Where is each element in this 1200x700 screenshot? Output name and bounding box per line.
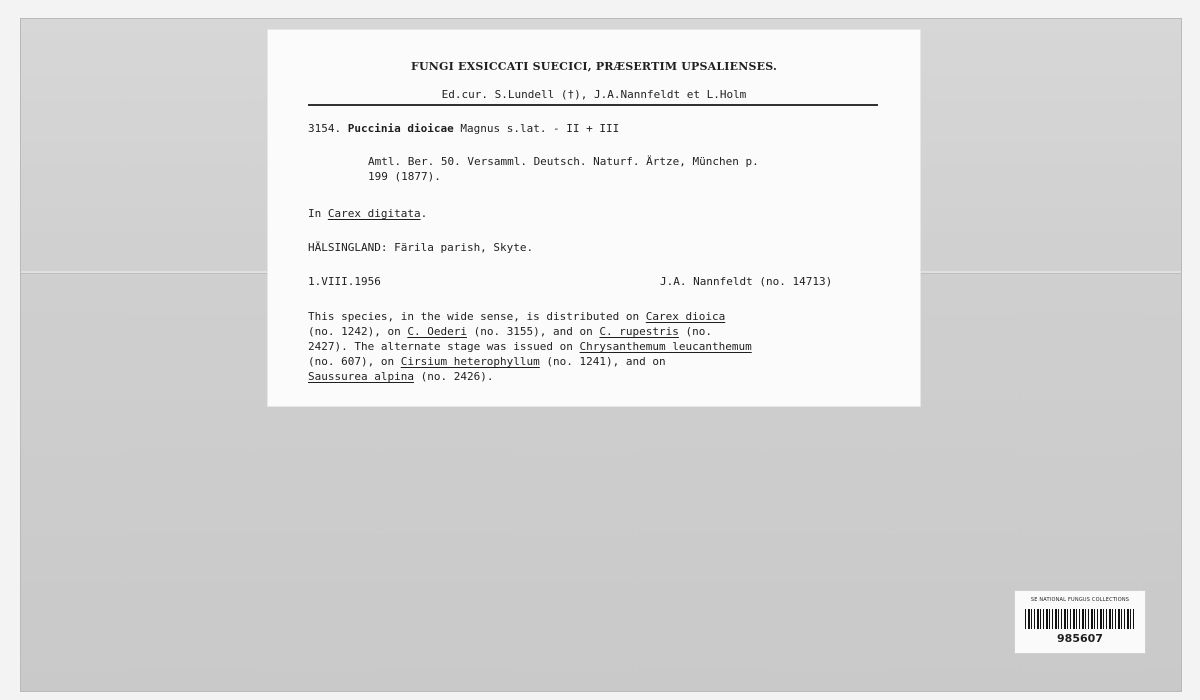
note-taxon: Cirsium heterophyllum: [400, 355, 540, 368]
note-line-5: [308, 369, 493, 384]
barcode-label: [1014, 590, 1146, 654]
specimen-label: [268, 30, 920, 406]
host-suffix: .: [420, 207, 428, 220]
note-taxon: Saussurea alpina: [308, 370, 414, 383]
note-taxon: Carex dioica: [645, 310, 726, 323]
note-text: (no.: [678, 325, 713, 338]
collector: J.A. Nannfeldt (no. 14713): [660, 275, 833, 288]
note-taxon: Chrysanthemum leucanthemum: [579, 340, 752, 353]
species-line: [308, 121, 619, 136]
note-taxon: C. Oederi: [407, 325, 467, 338]
barcode-number: 985607: [1057, 632, 1103, 645]
specimen-number: 3154.: [308, 122, 342, 135]
barcode-header: SE NATIONAL FUNGUS COLLECTIONS: [1030, 597, 1130, 603]
host-prefix: In: [308, 207, 322, 220]
note-text: (no. 607), on: [308, 355, 401, 368]
host-line: [308, 206, 427, 221]
reference-line-1: Amtl. Ber. 50. Versamml. Deutsch. Naturf. Ärtze, München p.: [368, 155, 759, 168]
note-line-2: [308, 324, 712, 339]
note-text: This species, in the wide sense, is distributed on: [308, 310, 646, 323]
title-rule: [308, 104, 878, 106]
label-editors: Ed.cur. S.Lundell (†), J.A.Nannfeldt et L.Holm: [441, 88, 747, 101]
reference-line-2: 199 (1877).: [368, 170, 441, 183]
barcode-icon: [1025, 609, 1135, 629]
host-name: Carex digitata: [327, 207, 421, 220]
note-line-4: [308, 354, 666, 369]
species-name: Puccinia dioicae: [347, 122, 454, 135]
note-line-3: [308, 339, 752, 354]
note-taxon: C. rupestris: [599, 325, 679, 338]
note-line-1: [308, 309, 725, 324]
collection-date: 1.VIII.1956: [308, 275, 381, 288]
label-title: FUNGI EXSICCATI SUECICI, PRÆSERTIM UPSALIENSES.: [411, 60, 777, 73]
note-text: (no. 1242), on: [308, 325, 408, 338]
locality: HÄLSINGLAND: Färila parish, Skyte.: [308, 241, 534, 254]
note-text: (no. 2426).: [413, 370, 494, 383]
note-text: 2427). The alternate stage was issued on: [308, 340, 580, 353]
note-text: (no. 3155), and on: [466, 325, 600, 338]
note-text: (no. 1241), and on: [539, 355, 666, 368]
species-authority: Magnus s.lat. - II + III: [460, 122, 620, 135]
